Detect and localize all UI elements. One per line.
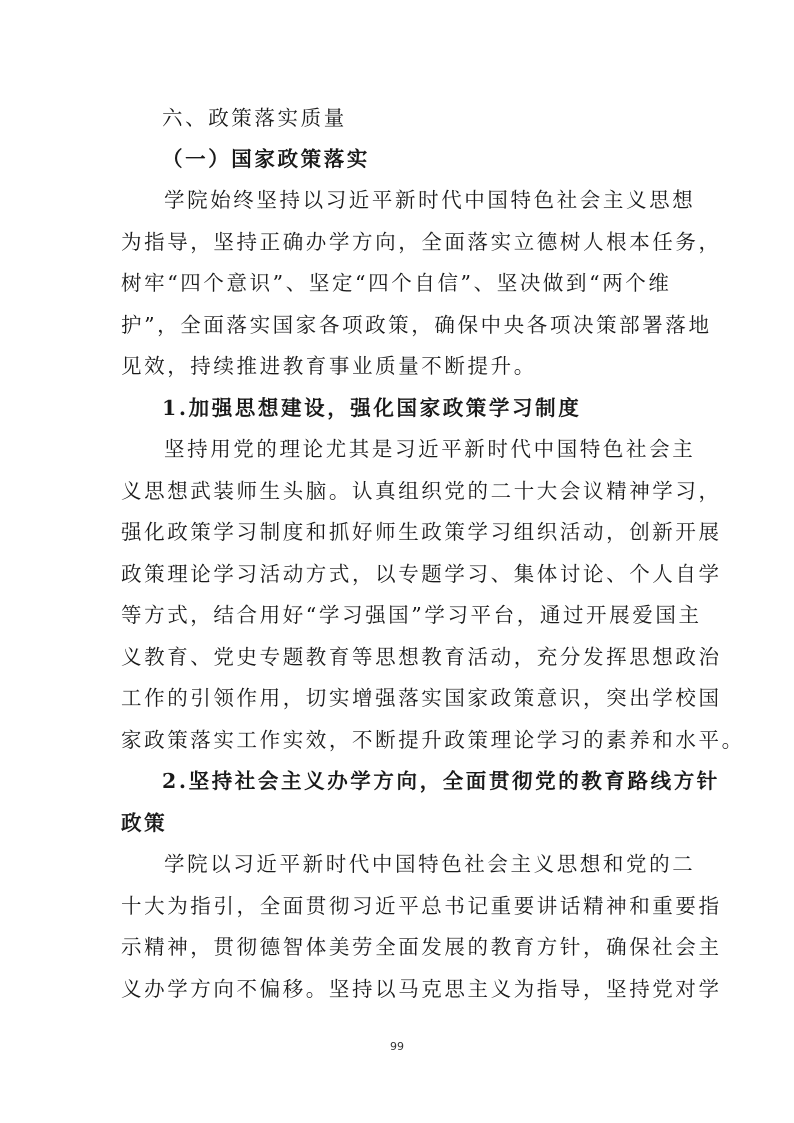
heading-2-line: 2.坚持社会主义办学方向，全面贯彻党的教育路线方针 xyxy=(162,769,720,793)
heading-2-line: 政策 xyxy=(121,811,168,835)
paragraph-2-line: 家政策落实工作实效，不断提升政策理论学习的素养和水平。 xyxy=(121,728,745,752)
paragraph-3-line: 学院以习近平新时代中国特色社会主义思想和党的二 xyxy=(164,852,696,876)
section-title: 六、政策落实质量 xyxy=(162,106,347,130)
heading-1: 1.加强思想建设，强化国家政策学习制度 xyxy=(162,396,582,420)
paragraph-2-line: 强化政策学习制度和抓好师生政策学习组织活动，创新开展 xyxy=(121,520,722,544)
paragraph-2-line: 义教育、党史专题教育等思想教育活动，充分发挥思想政治 xyxy=(121,645,722,669)
page-number: 99 xyxy=(390,1040,404,1053)
paragraph-3-line: 示精神，贯彻德智体美劳全面发展的教育方针，确保社会主 xyxy=(121,935,722,959)
subsection-title: （一）国家政策落实 xyxy=(162,147,370,171)
paragraph-1-line: 学院始终坚持以习近平新时代中国特色社会主义思想 xyxy=(164,188,696,212)
paragraph-2-line: 义思想武装师生头脑。认真组织党的二十大会议精神学习， xyxy=(121,479,722,503)
paragraph-1-line: 见效，持续推进教育事业质量不断提升。 xyxy=(121,354,537,378)
paragraph-3-line: 十大为指引，全面贯彻习近平总书记重要讲话精神和重要指 xyxy=(121,894,722,918)
paragraph-2-line: 政策理论学习活动方式，以专题学习、集体讨论、个人自学 xyxy=(121,562,722,586)
paragraph-1-line: 为指导，坚持正确办学方向，全面落实立德树人根本任务， xyxy=(121,230,722,254)
paragraph-1-line: 护”，全面落实国家各项政策，确保中央各项决策部署落地 xyxy=(121,313,712,337)
paragraph-2-line: 等方式，结合用好“学习强国”学习平台，通过开展爱国主 xyxy=(121,603,702,627)
paragraph-3-line: 义办学方向不偏移。坚持以马克思主义为指导，坚持党对学 xyxy=(121,977,722,1001)
paragraph-1-line: 树牢“四个意识”、坚定“四个自信”、坚决做到“两个维 xyxy=(121,271,672,295)
paragraph-2-line: 工作的引领作用，切实增强落实国家政策意识，突出学校国 xyxy=(121,686,722,710)
paragraph-2-line: 坚持用党的理论尤其是习近平新时代中国特色社会主 xyxy=(164,437,696,461)
